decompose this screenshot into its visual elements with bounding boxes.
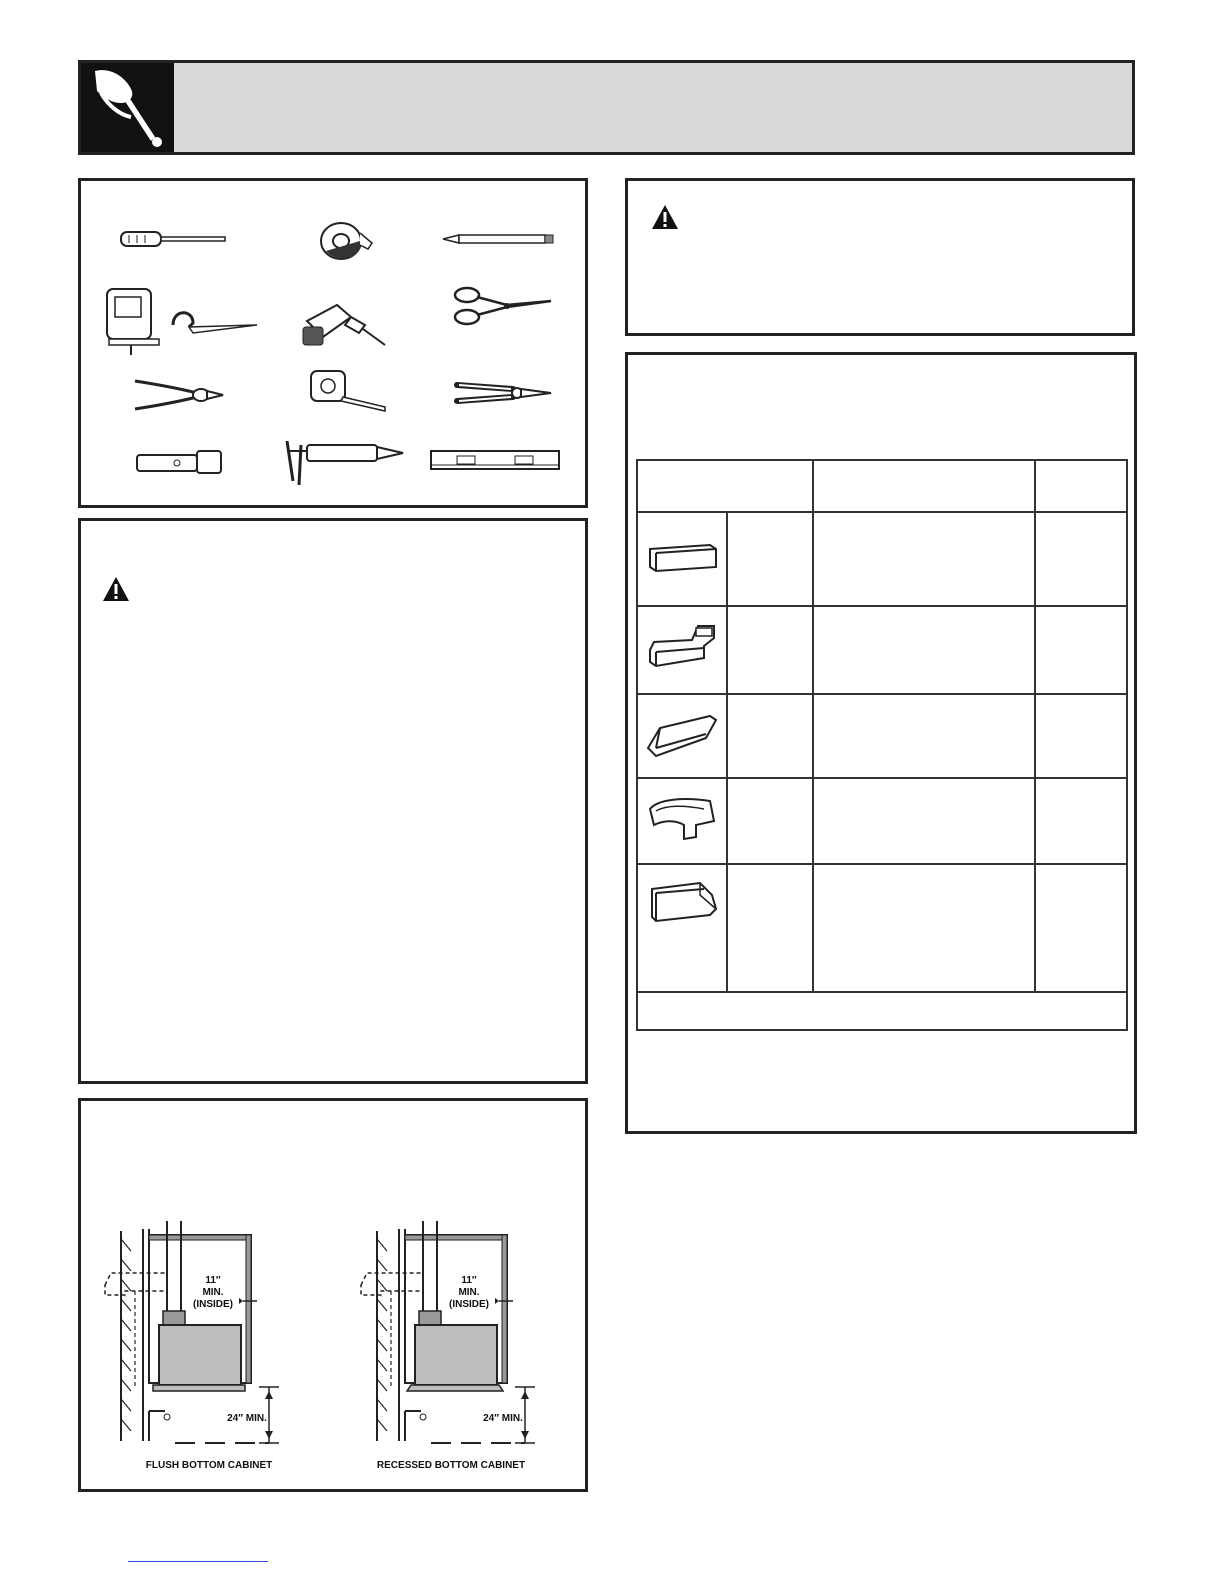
part-qty-cell [1035,778,1127,864]
recessed-dim-inside-note: (INSIDE) [449,1299,489,1310]
part-description-cell [813,606,1035,694]
table-header-row [637,460,1127,512]
footer-link[interactable] [128,1561,268,1562]
warning-box-left [78,518,588,1084]
table-row [637,512,1127,606]
flush-cabinet-diagram [93,1211,333,1481]
part-name-cell [727,864,813,992]
table-header-description [813,460,1035,512]
duct-parts-table [636,459,1128,1031]
jigsaw-icon [103,285,163,357]
part-icon-cell [637,606,727,694]
flashlight-icon [133,447,225,477]
part-icon-cell [637,864,727,992]
keyhole-saw-icon [169,305,261,341]
part-qty-cell [1035,864,1127,992]
flush-dim-inside-min: MIN. [202,1287,224,1298]
power-drill-icon [299,295,389,351]
table-row [637,778,1127,864]
page-header [78,60,1135,155]
flush-caption: FLUSH BOTTOM CABINET [145,1460,273,1471]
part-icon-cell [637,694,727,778]
header-logo [81,63,174,152]
table-footer-cell [637,992,1127,1030]
flush-dim-height: 24″ MIN. [227,1413,267,1424]
part-description-cell [813,512,1035,606]
part-qty-cell [1035,512,1127,606]
warning-triangle-icon [101,575,131,603]
table-header-part [637,460,813,512]
tin-snips-icon [451,283,559,329]
cabinet-diagram-box [78,1098,588,1492]
recessed-cabinet-diagram [359,1211,589,1481]
part-name-cell [727,512,813,606]
part-description-cell [813,694,1035,778]
flush-dim-inside-value: 11″ [205,1275,221,1286]
warning-triangle-icon [650,203,680,231]
straight-duct-icon [644,537,720,577]
recessed-caption: RECESSED BOTTOM CABINET [376,1460,526,1471]
part-icon-cell [637,512,727,606]
pencil-icon [441,231,556,247]
part-description-cell [813,778,1035,864]
wall-cap-icon [644,879,720,929]
part-name-cell [727,606,813,694]
part-qty-cell [1035,606,1127,694]
table-row [637,694,1127,778]
tools-box [78,178,588,508]
level-icon [429,445,563,475]
elbow-duct-icon [644,791,720,847]
transition-duct-icon [644,622,720,674]
warning-box-right [625,178,1135,336]
recessed-dim-height: 24″ MIN. [483,1413,523,1424]
table-row [637,606,1127,694]
part-name-cell [727,778,813,864]
table-footer-row [637,992,1127,1030]
screwdriver-icon [119,227,229,251]
wire-cutters-icon [453,377,555,409]
duct-tape-icon [316,219,376,263]
caulking-gun-icon [279,433,407,489]
table-header-qty [1035,460,1127,512]
duct-parts-box [625,352,1137,1134]
pliers-icon [131,375,226,415]
part-description-cell [813,864,1035,992]
recessed-dim-inside-value: 11″ [461,1275,477,1286]
hand-screwdriver-icon [81,63,174,152]
part-name-cell [727,694,813,778]
duct-connector-icon [644,708,720,760]
part-icon-cell [637,778,727,864]
tape-measure-icon [307,367,389,413]
recessed-dim-inside-min: MIN. [458,1287,480,1298]
table-row [637,864,1127,992]
flush-dim-inside-note: (INSIDE) [193,1299,233,1310]
part-qty-cell [1035,694,1127,778]
